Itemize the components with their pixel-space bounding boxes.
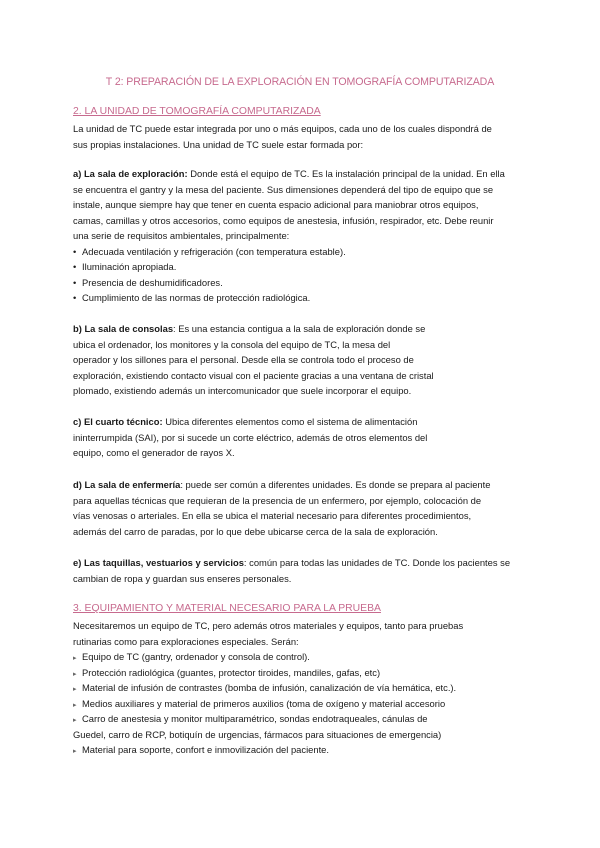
paragraph-line: sus propias instalaciones. Una unidad de TC suele estar formada por: [73,138,364,150]
section-2-heading: 2. LA UNIDAD DE TOMOGRAFÍA COMPUTARIZADA [73,106,321,117]
item-text: : puede ser común a diferentes unidades. Es donde se prepara al paciente [180,479,491,490]
bullet-item: • Adecuada ventilación y refrigeración (con temperatura estable). [73,244,533,260]
bullet-item: • Cumplimiento de las normas de protección radiológica. [73,290,533,306]
paragraph-line: ubica el ordenador, los monitores y la consola del equipo de TC, la mesa del [73,338,391,350]
paragraph-line: rutinarias como para exploraciones especiales. Serán: [73,635,299,647]
item-b-sala-consolas [73,321,533,399]
bullet-item: • Presencia de deshumidificadores. [73,275,533,291]
item-text: Ubica diferentes elementos como el sistema de alimentación [162,416,418,427]
item-text: : Es una estancia contigua a la sala de exploración donde se [173,323,426,334]
paragraph-line: cambian de ropa y guardan sus enseres personales. [73,572,292,584]
equipment-item: ▸ Material para soporte, confort e inmovilización del paciente. [73,742,533,758]
item-d-sala-enfermeria [73,477,533,539]
paragraph-line [73,414,533,430]
equipment-item: ▸ Protección radiológica (guantes, protector tiroides, mandiles, gafas, etc) [73,665,533,681]
paragraph-line: vías venosas o arteriales. En ella se ubica el material necesario para diferentes procedimientos, [73,510,472,521]
equipment-item: ▸ Equipo de TC (gantry, ordenador y consola de control). [73,649,533,665]
bullet-item: • Iluminación apropiada. [73,259,533,275]
document-title: T 2: PREPARACIÓN DE LA EXPLORACIÓN EN TOMOGRAFÍA COMPUTARIZADA [105,76,495,88]
item-a-sala-exploracion [73,166,533,306]
section-2-intro [73,121,533,152]
paragraph-line: instale, aunque siempre hay que tener en cuenta espacio adicional para maniobrar otros equipos, [73,199,479,210]
paragraph-line [73,555,533,571]
item-c-cuarto-tecnico [73,414,533,461]
equipment-item: ▸ Carro de anestesia y monitor multiparamétrico, sondas endotraqueales, cánulas de [73,711,533,727]
paragraph-line [73,166,533,182]
equipment-item: ▸ Material de infusión de contrastes (bomba de infusión, canalización de vía hemática, etc.). [73,680,533,696]
item-label: c) El cuarto técnico: [73,416,163,427]
paragraph-line: se encuentra el gantry y la mesa del paciente. Sus dimensiones dependerá del tipo de equipo que se [73,183,494,195]
item-label: d) La sala de enfermería [73,479,181,490]
paragraph-line: La unidad de TC puede estar integrada por uno o más equipos, cada uno de los cuales dispondrá de [73,123,492,134]
paragraph-line: operador y los sillones para el personal. Desde ella se controla todo el proceso de [73,354,414,365]
paragraph-line [73,477,533,493]
paragraph-line: plomado, existiendo además un intercomunicador que suele incorporar el equipo. [73,385,412,396]
equipment-item: ▸ Medios auxiliares y material de primeros auxilios (toma de oxígeno y material accesorio [73,696,533,712]
section-3-body [73,618,533,758]
item-e-taquillas [73,555,533,586]
paragraph-line [73,321,533,337]
section-3-heading: 3. EQUIPAMIENTO Y MATERIAL NECESARIO PARA LA PRUEBA [73,603,381,614]
paragraph-line: equipo, como el generador de rayos X. [73,447,235,458]
equipment-item-continuation: Guedel, carro de RCP, botiquín de urgencias, fármacos para situaciones de emergencia) [73,728,442,740]
paragraph-line: camas, camillas y otros accesorios, como equipos de anestesia, infusión, respirador, etc. Debe reunir [73,214,494,226]
paragraph-line: además del carro de paradas, por lo que debe ubicarse cerca de la sala de exploración. [73,525,438,537]
paragraph-line: para aquellas técnicas que requieran de la presencia de un enfermero, por ejemplo, colocación de [73,494,482,506]
item-label: a) La sala de exploración: [73,168,188,179]
item-label: b) La sala de consolas [73,323,174,334]
paragraph-line: ininterrumpida (SAI), por si sucede un corte eléctrico, además de otros elementos del [73,431,428,443]
item-label: e) Las taquillas, vestuarios y servicios [73,557,244,568]
item-text: Donde está el equipo de TC. Es la instalación principal de la unidad. En ella [187,168,505,179]
paragraph-line: Necesitaremos un equipo de TC, pero además otros materiales y equipos, tanto para pruebas [73,620,464,631]
paragraph-line: una serie de requisitos ambientales, principalmente: [73,230,290,241]
item-text: : común para todas las unidades de TC. Donde los pacientes se [243,557,511,568]
paragraph-line: exploración, existiendo contacto visual con el paciente gracias a una ventana de cristal [73,369,434,381]
